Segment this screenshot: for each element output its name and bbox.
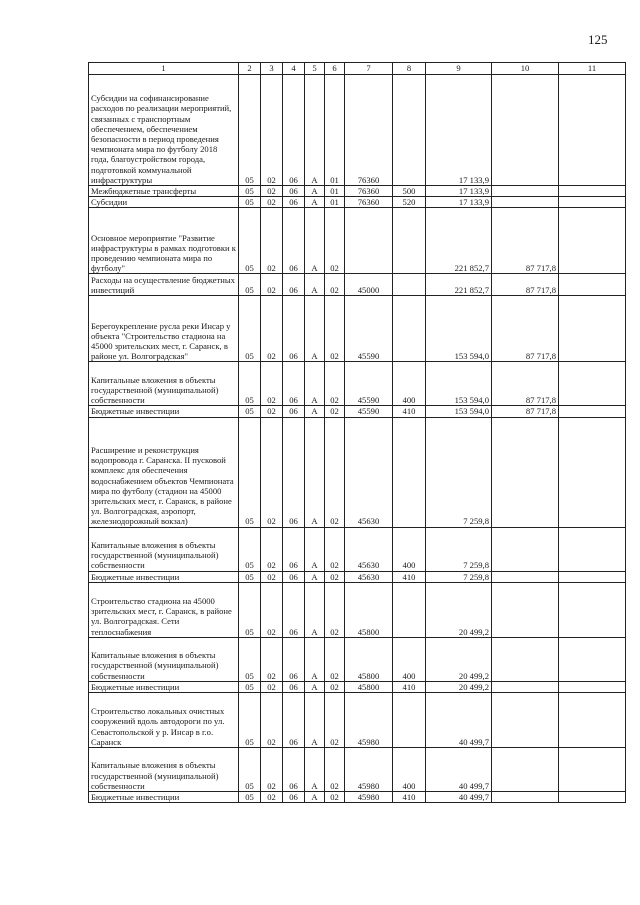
cell-c4: 06 [283,792,305,803]
cell-c8 [393,75,426,186]
budget-table [88,62,626,803]
cell-c5: А [305,296,325,362]
table-row [89,693,626,748]
cell-c6: 02 [325,693,345,748]
cell-c3: 02 [261,681,283,692]
row-name-cell [89,197,239,208]
cell-c4: 06 [283,693,305,748]
table-row [89,75,626,186]
cell-c2: 05 [239,406,261,417]
row-name: Бюджетные инвестиции [91,792,180,803]
cell-c5: А [305,748,325,792]
cell-c9: 221 852,7 [426,274,492,296]
cell-c6: 02 [325,637,345,681]
cell-c2: 05 [239,75,261,186]
cell-c2: 05 [239,571,261,582]
header-col-11: 11 [559,63,626,75]
cell-c2: 05 [239,527,261,571]
cell-c4: 06 [283,274,305,296]
row-name-cell [89,527,239,571]
cell-c11 [559,417,626,527]
cell-c7: 45980 [345,748,393,792]
cell-c11 [559,748,626,792]
cell-c9: 17 133,9 [426,75,492,186]
cell-c4: 06 [283,296,305,362]
cell-c8 [393,274,426,296]
header-col-8: 8 [393,63,426,75]
table-row [89,571,626,582]
cell-c9: 17 133,9 [426,186,492,197]
cell-c8: 520 [393,197,426,208]
cell-c2: 05 [239,186,261,197]
header-col-10: 10 [492,63,559,75]
cell-c2: 05 [239,274,261,296]
cell-c9: 20 499,2 [426,681,492,692]
page-number: 125 [588,32,608,47]
cell-c6: 02 [325,792,345,803]
cell-c11 [559,274,626,296]
cell-c10 [492,417,559,527]
cell-c9: 7 259,8 [426,571,492,582]
cell-c10: 87 717,8 [492,208,559,274]
table-row [89,527,626,571]
cell-c9: 40 499,7 [426,693,492,748]
table-row [89,362,626,406]
table-body [89,75,626,803]
cell-c2: 05 [239,693,261,748]
row-name-cell [89,274,239,296]
row-name: Капитальные вложения в объекты государственной (муниципальной) собственности [91,760,219,791]
cell-c7: 45980 [345,693,393,748]
cell-c3: 02 [261,571,283,582]
cell-c5: А [305,681,325,692]
cell-c2: 05 [239,362,261,406]
table-row [89,208,626,274]
row-name: Капитальные вложения в объекты государственной (муниципальной) собственности [91,650,219,681]
table-header-row [89,63,626,75]
cell-c11 [559,208,626,274]
header-col-2: 2 [239,63,261,75]
cell-c8: 400 [393,527,426,571]
cell-c8 [393,296,426,362]
table-row [89,792,626,803]
header-col-4: 4 [283,63,305,75]
cell-c6: 02 [325,208,345,274]
cell-c7: 45590 [345,296,393,362]
cell-c10: 87 717,8 [492,274,559,296]
row-name: Строительство стадиона на 45000 зрительских мест, г. Саранск, в районе ул. Волгоградская. Сети теплоснабжения [91,596,232,637]
cell-c5: А [305,186,325,197]
cell-c7: 45000 [345,274,393,296]
row-name: Межбюджетные трансферты [91,186,197,196]
cell-c10: 87 717,8 [492,296,559,362]
cell-c4: 06 [283,208,305,274]
header-col-1: 1 [89,63,239,75]
table-row [89,637,626,681]
cell-c4: 06 [283,582,305,637]
row-name-cell [89,362,239,406]
cell-c11 [559,296,626,362]
cell-c3: 02 [261,75,283,186]
cell-c7: 76360 [345,186,393,197]
cell-c6: 02 [325,527,345,571]
cell-c5: А [305,527,325,571]
row-name: Бюджетные инвестиции [91,681,180,692]
cell-c3: 02 [261,748,283,792]
cell-c10 [492,792,559,803]
table-row [89,417,626,527]
cell-c9: 17 133,9 [426,197,492,208]
cell-c7: 45630 [345,527,393,571]
cell-c8: 410 [393,681,426,692]
row-name: Капитальные вложения в объекты государственной (муниципальной) собственности [91,540,219,571]
cell-c4: 06 [283,417,305,527]
cell-c7 [345,208,393,274]
cell-c11 [559,527,626,571]
cell-c8: 400 [393,637,426,681]
row-name-cell [89,417,239,527]
cell-c10 [492,637,559,681]
cell-c6: 02 [325,571,345,582]
row-name: Бюджетные инвестиции [91,406,180,417]
cell-c11 [559,406,626,417]
cell-c5: А [305,582,325,637]
cell-c10 [492,75,559,186]
cell-c4: 06 [283,748,305,792]
cell-c5: А [305,274,325,296]
table-row [89,681,626,692]
table-row [89,748,626,792]
cell-c7: 45630 [345,571,393,582]
cell-c5: А [305,417,325,527]
cell-c9: 40 499,7 [426,748,492,792]
row-name: Субсидии [91,197,128,208]
row-name-cell [89,748,239,792]
cell-c4: 06 [283,681,305,692]
header-col-5: 5 [305,63,325,75]
cell-c6: 02 [325,274,345,296]
cell-c5: А [305,362,325,406]
cell-c8: 500 [393,186,426,197]
table-row [89,582,626,637]
cell-c11 [559,197,626,208]
cell-c11 [559,637,626,681]
cell-c5: А [305,693,325,748]
cell-c2: 05 [239,748,261,792]
cell-c11 [559,571,626,582]
cell-c3: 02 [261,274,283,296]
cell-c9: 20 499,2 [426,637,492,681]
cell-c9: 221 852,7 [426,208,492,274]
row-name-cell [89,208,239,274]
cell-c2: 05 [239,681,261,692]
row-name-cell [89,681,239,692]
cell-c9: 40 499,7 [426,792,492,803]
cell-c3: 02 [261,186,283,197]
cell-c8: 410 [393,406,426,417]
cell-c11 [559,362,626,406]
cell-c10 [492,186,559,197]
cell-c3: 02 [261,527,283,571]
cell-c11 [559,582,626,637]
header-col-9: 9 [426,63,492,75]
cell-c9: 153 594,0 [426,362,492,406]
cell-c8: 400 [393,748,426,792]
header-col-7: 7 [345,63,393,75]
cell-c4: 06 [283,406,305,417]
cell-c10: 87 717,8 [492,362,559,406]
cell-c8: 410 [393,792,426,803]
cell-c9: 7 259,8 [426,527,492,571]
cell-c11 [559,792,626,803]
cell-c4: 06 [283,75,305,186]
cell-c9: 7 259,8 [426,417,492,527]
row-name: Субсидии на софинансирование расходов по реализации мероприятий, связанных с транспортным обеспечением, обеспечением безопасности в период проведения чемпионата мира по футболу 2018 года, благоустройством города, подготовкой коммунальной инфраструктуры [91,93,232,185]
cell-c4: 06 [283,186,305,197]
cell-c3: 02 [261,406,283,417]
cell-c7: 45800 [345,681,393,692]
cell-c8 [393,417,426,527]
cell-c10 [492,197,559,208]
row-name: Основное мероприятие "Развитие инфраструктуры в рамках подготовки к проведению чемпионата мира по футболу" [91,232,236,274]
cell-c3: 02 [261,197,283,208]
cell-c2: 05 [239,296,261,362]
cell-c3: 02 [261,417,283,527]
cell-c4: 06 [283,571,305,582]
cell-c10 [492,748,559,792]
cell-c6: 01 [325,197,345,208]
cell-c3: 02 [261,637,283,681]
cell-c8: 410 [393,571,426,582]
cell-c11 [559,186,626,197]
cell-c7: 45590 [345,406,393,417]
row-name-cell [89,75,239,186]
row-name: Расходы на осуществление бюджетных инвестиций [91,275,235,296]
cell-c7: 45800 [345,637,393,681]
cell-c9: 153 594,0 [426,296,492,362]
table-row [89,186,626,197]
cell-c3: 02 [261,208,283,274]
cell-c11 [559,75,626,186]
header-col-3: 3 [261,63,283,75]
row-name: Строительство локальных очистных сооружений вдоль автодороги по ул. Севастопольской у р. Инсар в г.о. Саранск [91,706,225,747]
cell-c8 [393,693,426,748]
row-name-cell [89,571,239,582]
row-name: Бюджетные инвестиции [91,571,180,582]
cell-c7: 76360 [345,197,393,208]
cell-c3: 02 [261,792,283,803]
table-row [89,274,626,296]
cell-c2: 05 [239,417,261,527]
cell-c6: 01 [325,75,345,186]
row-name: Расширение и реконструкция водопровода г. Саранска. II пусковой комплекс для обеспечения водоснабжением объектов Чемпионата мира по футболу (стадион на 45000 зрительских мест, г. Саранск, в районе ул. Волгоградская, аэропорт, железнодорожный вокзал) [91,444,234,527]
cell-c2: 05 [239,792,261,803]
row-name-cell [89,406,239,417]
cell-c2: 05 [239,208,261,274]
cell-c10 [492,527,559,571]
cell-c6: 02 [325,748,345,792]
row-name-cell [89,186,239,197]
cell-c4: 06 [283,637,305,681]
cell-c7: 45630 [345,417,393,527]
row-name: Берегоукрепление русла реки Инсар у объекта "Строительство стадиона на 45000 зрительских мест, г. Саранск, в районе ул. Волгоградская" [91,320,231,362]
cell-c2: 05 [239,582,261,637]
cell-c8: 400 [393,362,426,406]
row-name: Капитальные вложения в объекты государственной (муниципальной) собственности [91,374,219,406]
cell-c5: А [305,637,325,681]
cell-c7: 76360 [345,75,393,186]
header-col-6: 6 [325,63,345,75]
row-name-cell [89,296,239,362]
cell-c10 [492,582,559,637]
cell-c7: 45590 [345,362,393,406]
cell-c5: А [305,792,325,803]
table-row [89,197,626,208]
cell-c2: 05 [239,637,261,681]
cell-c4: 06 [283,527,305,571]
cell-c2: 05 [239,197,261,208]
cell-c5: А [305,75,325,186]
cell-c9: 153 594,0 [426,406,492,417]
cell-c9: 20 499,2 [426,582,492,637]
cell-c6: 02 [325,582,345,637]
cell-c3: 02 [261,693,283,748]
cell-c10 [492,693,559,748]
table-row [89,406,626,417]
cell-c5: А [305,208,325,274]
cell-c6: 02 [325,417,345,527]
cell-c6: 02 [325,406,345,417]
cell-c4: 06 [283,197,305,208]
cell-c6: 01 [325,186,345,197]
cell-c10 [492,681,559,692]
cell-c10: 87 717,8 [492,406,559,417]
cell-c3: 02 [261,296,283,362]
cell-c3: 02 [261,362,283,406]
cell-c3: 02 [261,582,283,637]
cell-c10 [492,571,559,582]
cell-c5: А [305,571,325,582]
cell-c6: 02 [325,681,345,692]
cell-c8 [393,582,426,637]
row-name-cell [89,693,239,748]
cell-c4: 06 [283,362,305,406]
cell-c6: 02 [325,296,345,362]
row-name-cell [89,637,239,681]
cell-c6: 02 [325,362,345,406]
cell-c5: А [305,197,325,208]
table-row [89,296,626,362]
cell-c7: 45980 [345,792,393,803]
cell-c5: А [305,406,325,417]
cell-c11 [559,681,626,692]
row-name-cell [89,792,239,803]
cell-c11 [559,693,626,748]
row-name-cell [89,582,239,637]
cell-c8 [393,208,426,274]
cell-c7: 45800 [345,582,393,637]
